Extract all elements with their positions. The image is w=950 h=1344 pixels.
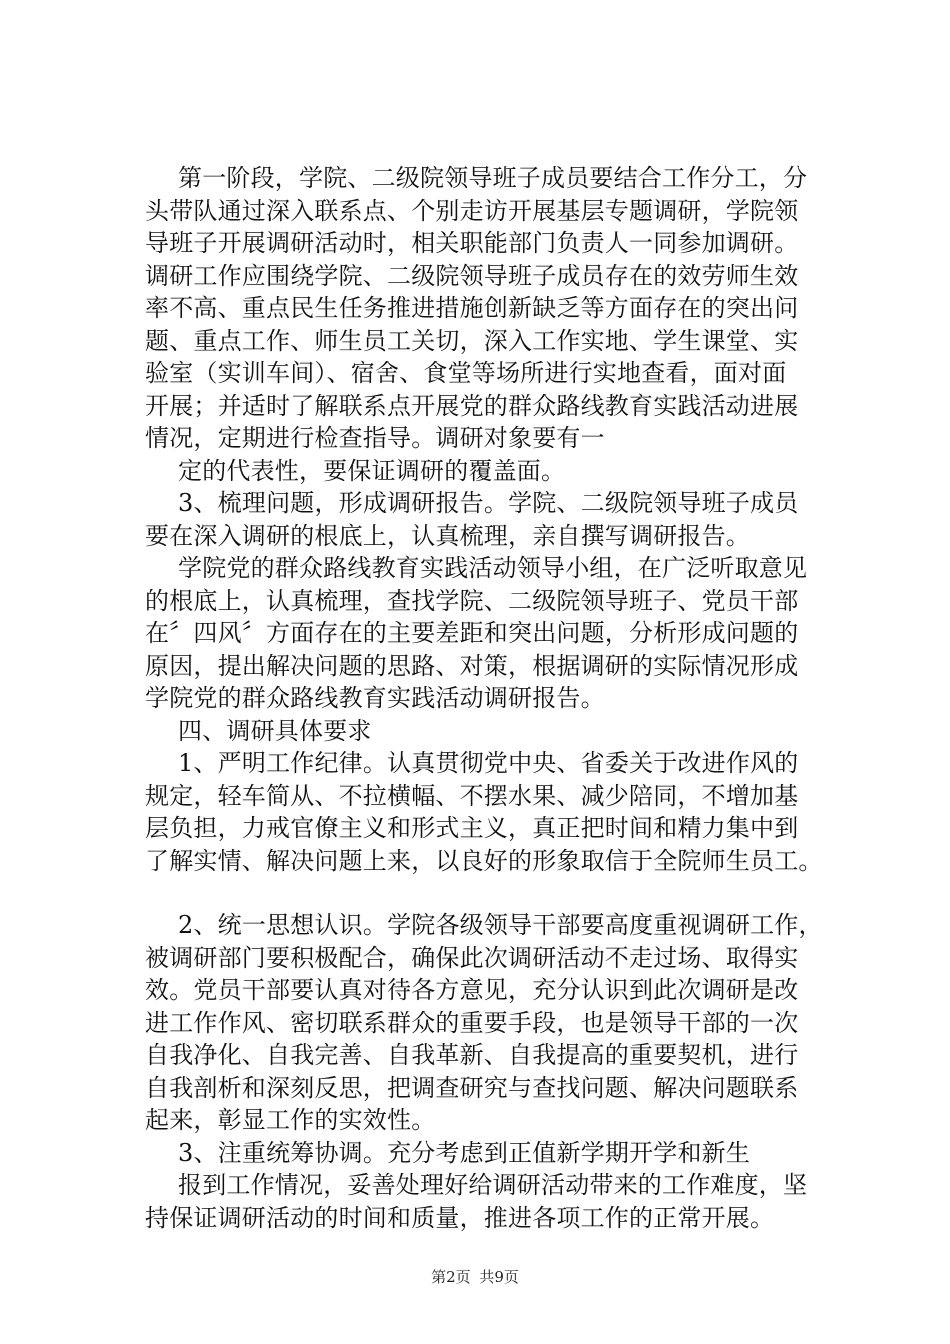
section-heading: 四、调研具体要求: [178, 716, 372, 745]
text-line: 调研工作应围绕学院、二级院领导班子成员存在的效劳师生效: [145, 261, 799, 290]
text-line: 效。党员干部要认真对待各方意见，充分认识到此次调研是改: [145, 976, 799, 1004]
text-line: 导班子开展调研活动时，相关职能部门负责人一同参加调研。: [145, 229, 799, 257]
paragraph-discipline-item-1: [145, 747, 845, 877]
text-line: 自我净化、自我完善、自我革新、自我提高的重要契机，进行: [145, 1041, 799, 1069]
text-line: 规定，轻车简从、不拉横幅、不摆水果、减少陪同，不增加基: [145, 781, 799, 810]
text-line: 层负担，力戒官僚主义和形式主义，真正把时间和精力集中到: [145, 814, 799, 842]
page-total: 共9页: [479, 1268, 519, 1286]
text-line: 在〞四风〞方面存在的主要差距和突出问题，分析形成问题的: [145, 619, 799, 647]
text-line: 学院党的群众路线教育实践活动调研报告。: [145, 684, 605, 712]
text-line: 持保证调研活动的时间和质量，推进各项工作的正常开展。: [145, 1203, 775, 1232]
paragraph-fieldwork-stage: [145, 162, 845, 455]
page-footer: [0, 1268, 950, 1286]
text-line: 2、统一思想认识。学院各级领导干部要高度重视调研工作，: [178, 911, 823, 939]
text-line: 被调研部门要积极配合，确保此次调研活动不走过场、取得实: [145, 943, 799, 972]
text-line: 第一阶段，学院、二级院领导班子成员要结合工作分工，分: [178, 164, 808, 192]
text-line: 报到工作情况，妥善处理好给调研活动带来的工作难度，坚: [178, 1171, 808, 1199]
text-line: 自我剖析和深刻反思，把调查研究与查找问题、解决问题联系: [145, 1073, 799, 1102]
paragraph-registration: [145, 1169, 845, 1234]
document-body: [145, 162, 845, 1234]
text-line: 头带队通过深入联系点、个别走访开展基层专题调研，学院领: [145, 196, 799, 225]
page-number: 第2页: [431, 1268, 471, 1286]
text-line: 要在深入调研的根底上，认真梳理，亲自撰写调研报告。: [145, 521, 750, 550]
text-line: 原因，提出解决问题的思路、对策，根据调研的实际情况形成: [145, 651, 799, 680]
text-line: 题、重点工作、师生员工关切，深入工作实地、学生课堂、实: [145, 326, 799, 355]
text-line: 率不高、重点民生任务推进措施创新缺乏等方面存在的突出问: [145, 294, 799, 322]
text-line: 3、注重统筹协调。充分考虑到正值新学期开学和新生: [178, 1138, 751, 1167]
paragraph-thinking-item-2: [145, 909, 845, 1137]
text-line: 的根底上，认真梳理，查找学院、二级院领导班子、党员干部: [145, 586, 799, 615]
text-line: 进工作作风、密切联系群众的重要手段，也是领导干部的一次: [145, 1008, 799, 1037]
text-line: 验室（实训车间）、宿舍、食堂等场所进行实地查看，面对面: [145, 359, 787, 387]
text-line: 起来，彰显工作的实效性。: [145, 1106, 436, 1134]
text-line: 情况，定期进行检查指导。调研对象要有一: [145, 424, 605, 452]
text-line: 开展；并适时了解联系点开展党的群众路线教育实践活动进展: [145, 391, 799, 420]
text-line: 学院党的群众路线教育实践活动领导小组，在广泛听取意见: [178, 554, 808, 582]
text-line: 定的代表性，要保证调研的覆盖面。: [178, 456, 566, 485]
text-line: 了解实情、解决问题上来，以良好的形象取信于全院师生员工。: [145, 846, 823, 875]
text-line: 3、梳理问题，形成调研报告。学院、二级院领导班子成员: [178, 489, 799, 517]
section-heading-requirements: [145, 715, 845, 748]
text-line: 1、严明工作纪律。认真贯彻党中央、省委关于改进作风的: [178, 749, 799, 777]
paragraph-coordination-item-3: [145, 1137, 845, 1170]
paragraph-leading-group: [145, 552, 845, 715]
paragraph-report-item-3: [145, 487, 845, 552]
paragraph-coverage: [145, 455, 845, 488]
